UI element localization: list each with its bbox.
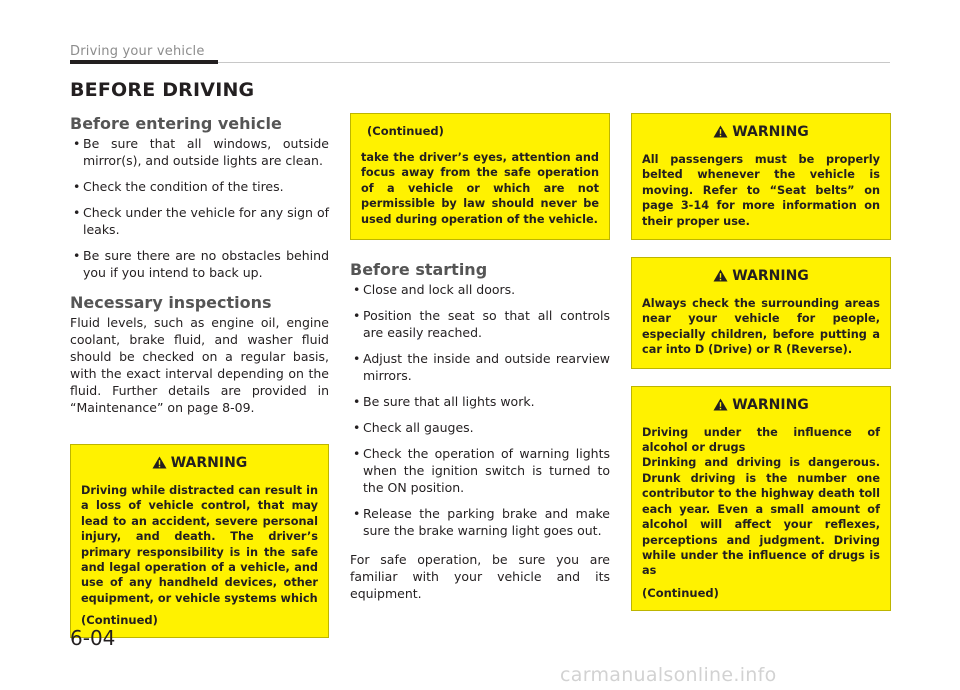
continued-label: (Continued) [367, 124, 444, 138]
list-item: • Check under the vehicle for any sign of leaks. [70, 204, 329, 238]
column-right [631, 113, 891, 611]
watermark: carmanualsonline.info [560, 664, 777, 686]
continued-warning-box [350, 113, 610, 240]
section-tag: Driving your vehicle [70, 44, 205, 59]
warning-header [81, 455, 318, 471]
warning-box-seat-belts [631, 113, 891, 240]
column-middle [350, 113, 610, 602]
before-starting-closing: For safe operation, be sure you are familiar with your vehicle and its equipment. [350, 552, 610, 602]
warning-text: Drinking and driving is dangerous. Drunk driving is the number one contributor to the highway death toll each year. Even a small amount of alcohol will affect your reflexes, perceptions and judgment. Driving while under the influence of drugs is as [642, 456, 880, 578]
warning-text: Driving while distracted can result in a loss of vehicle control, that may lead to an accident, severe personal injury, and death. The driver’s primary responsibility is in the safe and legal operation of a vehicle, and use of any handheld devices, other equipment, or vehicle systems which [81, 484, 318, 605]
warning-label: WARNING [732, 396, 809, 413]
list-item: • Position the seat so that all controls are easily reached. [350, 307, 610, 341]
list-item: • Be sure there are no obstacles behind you if you intend to back up. [70, 247, 329, 281]
inspections-heading: Necessary inspections [70, 293, 272, 312]
warning-box-distraction [70, 444, 329, 638]
warning-label: WARNING [732, 124, 809, 140]
header-rule [218, 62, 890, 63]
continued-label: (Continued) [81, 613, 158, 628]
warning-subheading: Driving under the influence of alcohol or drugs [642, 425, 880, 455]
warning-box-surroundings [631, 257, 891, 369]
list-item: • Check the operation of warning lights when the ignition switch is turned to the ON position. [350, 445, 610, 496]
list-item: • Check all gauges. [350, 419, 610, 436]
warning-text: All passengers must be properly belted whenever the vehicle is moving. Refer to “Seat belts” on page 3-14 for more information on their proper use. [642, 153, 880, 228]
list-item: • Check the condition of the tires. [70, 178, 329, 195]
list-item: • Be sure that all lights work. [350, 393, 610, 410]
warning-triangle-icon [713, 398, 728, 411]
warning-header [642, 268, 880, 284]
list-item: • Adjust the inside and outside rearview mirrors. [350, 350, 610, 384]
inspections-text: Fluid levels, such as engine oil, engine coolant, brake fluid, and washer fluid should be checked on a regular basis, with the exact interval depending on the fluid. Further details are provided in “Maintenance” on page 8-09. [70, 315, 329, 415]
warning-label: WARNING [170, 455, 248, 471]
before-entering-list [70, 135, 329, 281]
list-item: • Close and lock all doors. [350, 281, 610, 298]
continued-label: (Continued) [642, 585, 719, 600]
warning-triangle-icon [152, 456, 167, 469]
page-title: BEFORE DRIVING [70, 79, 255, 101]
warning-label: WARNING [732, 268, 809, 285]
warning-text: Always check the surrounding areas near your vehicle for people, especially children, before putting a car into D (Drive) or R (Reverse). [642, 297, 880, 357]
before-entering-heading: Before entering vehicle [70, 114, 282, 133]
list-item: • Be sure that all windows, outside mirror(s), and outside lights are clean. [70, 135, 329, 169]
warning-box-alcohol [631, 386, 891, 611]
before-starting-heading: Before starting [350, 260, 488, 280]
page-number: 6-04 [70, 626, 116, 650]
list-item: • Release the parking brake and make sure the brake warning light goes out. [350, 505, 610, 539]
warning-header [642, 397, 880, 413]
before-starting-list [350, 281, 610, 539]
column-left [70, 114, 329, 638]
warning-header [642, 124, 880, 140]
section-tag-bar [70, 60, 218, 64]
warning-triangle-icon [713, 125, 728, 138]
warning-triangle-icon [713, 269, 728, 282]
continued-warning-text: take the driver’s eyes, attention and focus away from the safe operation of a vehicle or which are not permissible by law should never be used during operation of the vehicle. [361, 151, 599, 226]
